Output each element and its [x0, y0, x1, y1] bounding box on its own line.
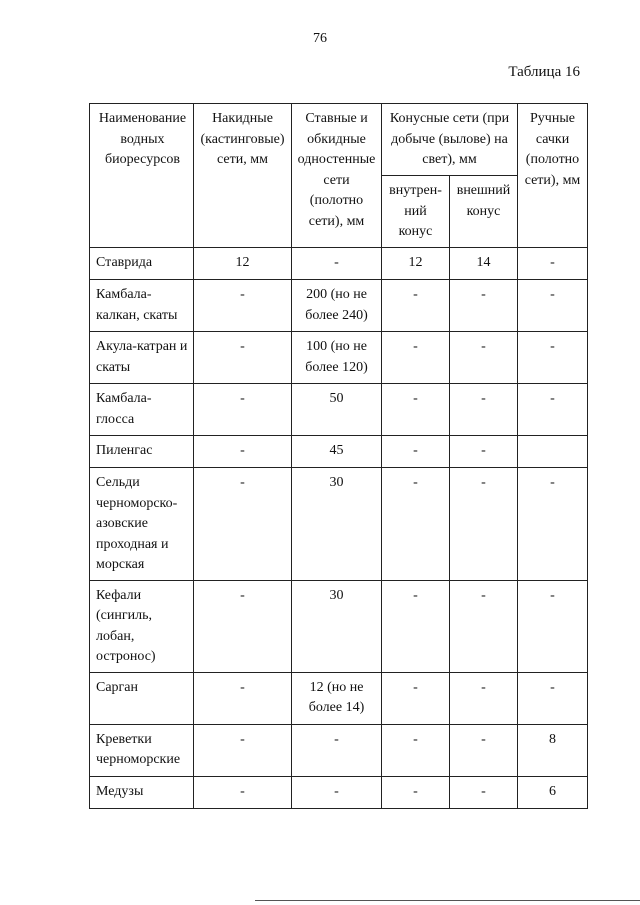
table-row: [90, 280, 588, 332]
cell-outer-cone: -: [450, 468, 518, 581]
cell-name: Медузы: [90, 776, 194, 808]
table-row: [90, 724, 588, 776]
cell-inner-cone: -: [382, 724, 450, 776]
cell-name: Сельди черноморско-азовские проходная и морская: [90, 468, 194, 581]
cell-set-nets: 30: [292, 468, 382, 581]
table-row: [90, 384, 588, 436]
cell-name: Сарган: [90, 672, 194, 724]
table-row: [90, 436, 588, 468]
cell-set-nets: 100 (но не более 120): [292, 332, 382, 384]
cell-inner-cone: -: [382, 672, 450, 724]
cell-outer-cone: -: [450, 280, 518, 332]
table-body: [90, 248, 588, 809]
cell-outer-cone: -: [450, 776, 518, 808]
cell-set-nets: -: [292, 724, 382, 776]
cell-cast-nets: -: [194, 436, 292, 468]
header-name: Наименование водных биоресурсов: [90, 104, 194, 248]
cell-inner-cone: -: [382, 384, 450, 436]
table-caption: Таблица 16: [508, 64, 580, 80]
cell-cast-nets: -: [194, 724, 292, 776]
cell-outer-cone: 14: [450, 248, 518, 280]
cell-hand-nets: -: [518, 468, 588, 581]
cell-set-nets: -: [292, 248, 382, 280]
cell-set-nets: 200 (но не более 240): [292, 280, 382, 332]
table-row: [90, 332, 588, 384]
cell-inner-cone: -: [382, 280, 450, 332]
cell-set-nets: 30: [292, 580, 382, 672]
cell-outer-cone: -: [450, 580, 518, 672]
cell-cast-nets: 12: [194, 248, 292, 280]
table-row: [90, 776, 588, 808]
cell-hand-nets: -: [518, 384, 588, 436]
page-number: 76: [313, 31, 327, 46]
cell-name: Креветки черноморские: [90, 724, 194, 776]
header-hand-nets: Ручные сачки (полотно сети), мм: [518, 104, 588, 248]
cell-inner-cone: -: [382, 580, 450, 672]
cell-cast-nets: -: [194, 672, 292, 724]
cell-hand-nets: 8: [518, 724, 588, 776]
header-outer-cone: внешний конус: [450, 176, 518, 248]
cell-name: Камбала-калкан, скаты: [90, 280, 194, 332]
cell-outer-cone: -: [450, 436, 518, 468]
scan-edge-line: [255, 900, 640, 901]
cell-cast-nets: -: [194, 280, 292, 332]
header-cone-nets: Конусные сети (при добыче (вылове) на свет), мм: [382, 104, 518, 176]
cell-set-nets: 12 (но не более 14): [292, 672, 382, 724]
cell-inner-cone: 12: [382, 248, 450, 280]
cell-cast-nets: -: [194, 776, 292, 808]
cell-name: Акула-катран и скаты: [90, 332, 194, 384]
cell-cast-nets: -: [194, 332, 292, 384]
cell-hand-nets: 6: [518, 776, 588, 808]
cell-inner-cone: -: [382, 468, 450, 581]
cell-set-nets: -: [292, 776, 382, 808]
cell-outer-cone: -: [450, 332, 518, 384]
cell-outer-cone: -: [450, 672, 518, 724]
header-cast-nets: Накидные (кастинговые) сети, мм: [194, 104, 292, 248]
cell-outer-cone: -: [450, 724, 518, 776]
cell-name: Ставрида: [90, 248, 194, 280]
cell-inner-cone: -: [382, 776, 450, 808]
cell-name: Кефали (сингиль, лобан, остронос): [90, 580, 194, 672]
table-row: [90, 248, 588, 280]
cell-cast-nets: -: [194, 580, 292, 672]
cell-name: Камбала-глосса: [90, 384, 194, 436]
cell-outer-cone: -: [450, 384, 518, 436]
cell-cast-nets: -: [194, 384, 292, 436]
header-inner-cone: внутрен-ний конус: [382, 176, 450, 248]
header-set-nets: Ставные и обкидные одностенные сети (полотно сети), мм: [292, 104, 382, 248]
cell-set-nets: 50: [292, 384, 382, 436]
cell-set-nets: 45: [292, 436, 382, 468]
cell-name: Пиленгас: [90, 436, 194, 468]
fishing-gear-table: [89, 103, 588, 809]
table-row: [90, 672, 588, 724]
cell-hand-nets: -: [518, 248, 588, 280]
table-row: [90, 468, 588, 581]
table-row: [90, 580, 588, 672]
cell-hand-nets: -: [518, 672, 588, 724]
cell-cast-nets: -: [194, 468, 292, 581]
cell-hand-nets: -: [518, 580, 588, 672]
cell-inner-cone: -: [382, 436, 450, 468]
cell-hand-nets: -: [518, 332, 588, 384]
cell-inner-cone: -: [382, 332, 450, 384]
cell-hand-nets: [518, 436, 588, 468]
cell-hand-nets: -: [518, 280, 588, 332]
